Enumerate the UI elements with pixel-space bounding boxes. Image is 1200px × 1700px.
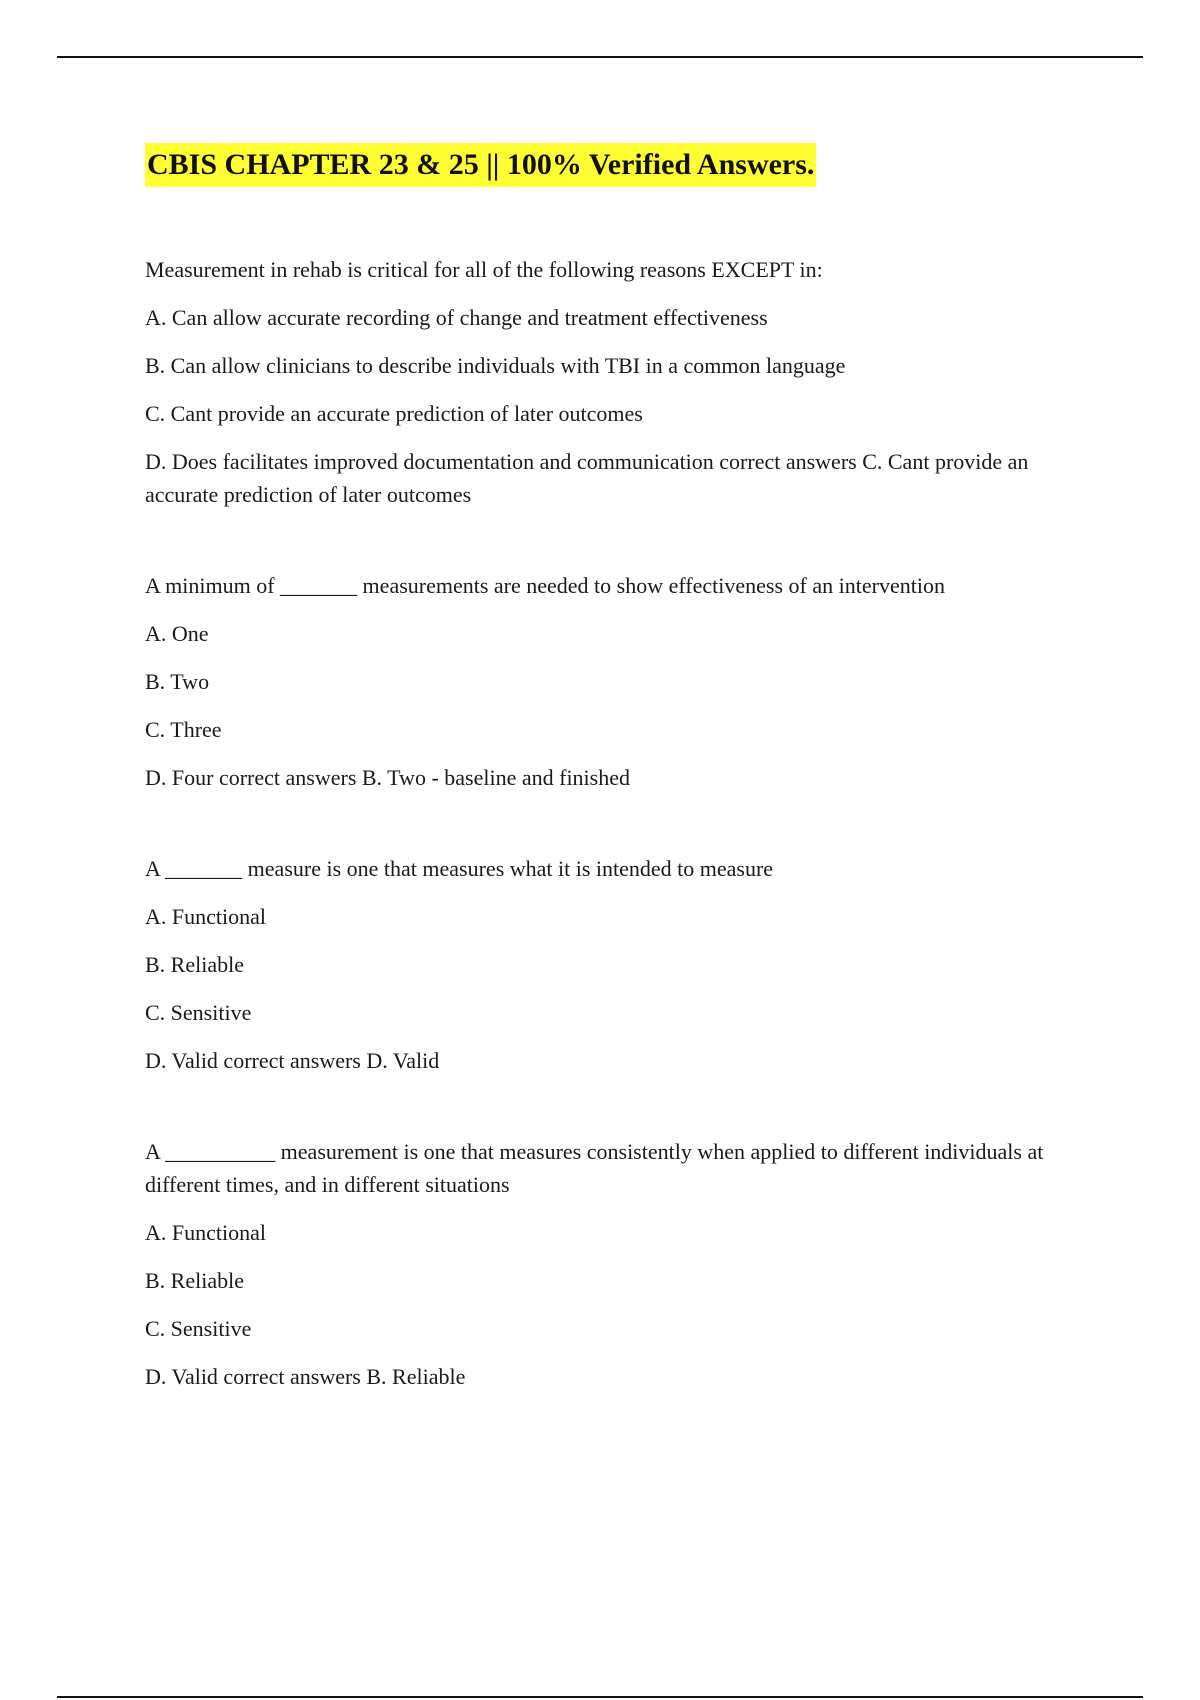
question-4 [145, 1135, 1105, 1393]
option-d-with-answer: D. Valid correct answers B. Reliable [145, 1364, 466, 1389]
question-spacer [145, 794, 1105, 852]
option-a: A. Can allow accurate recording of change and treatment effectiveness [145, 305, 768, 330]
option-c: C. Cant provide an accurate prediction of later outcomes [145, 401, 643, 426]
option-b: B. Reliable [145, 952, 244, 977]
footer-rule [57, 1696, 1143, 1698]
option-b: B. Two [145, 669, 210, 694]
question-3 [145, 852, 1105, 1077]
question-2 [145, 569, 1105, 794]
document-body [145, 143, 1105, 1393]
question-spacer [145, 1077, 1105, 1135]
header-rule [57, 56, 1143, 58]
question-text: A minimum of _______ measurements are needed to show effectiveness of an intervention [145, 573, 945, 598]
option-b: B. Can allow clinicians to describe individuals with TBI in a common language [145, 353, 846, 378]
option-d-with-answer: D. Valid correct answers D. Valid [145, 1048, 440, 1073]
question-text: Measurement in rehab is critical for all of the following reasons EXCEPT in: [145, 257, 823, 282]
question-text: A __________ measurement is one that measures consistently when applied to different individuals at different times, and in different situations [145, 1139, 1044, 1197]
question-text: A _______ measure is one that measures what it is intended to measure [145, 856, 774, 881]
option-b: B. Reliable [145, 1268, 244, 1293]
question-1 [145, 253, 1105, 511]
option-a: A. Functional [145, 904, 266, 929]
option-a: A. One [145, 621, 209, 646]
option-c: C. Sensitive [145, 1316, 252, 1341]
document-title: CBIS CHAPTER 23 & 25 || 100% Verified Answers. [145, 143, 816, 187]
option-d-with-answer: D. Does facilitates improved documentation and communication correct answers C. Cant provide an accurate prediction of later outcomes [145, 449, 1029, 507]
option-c: C. Three [145, 717, 222, 742]
question-spacer [145, 511, 1105, 569]
option-a: A. Functional [145, 1220, 266, 1245]
option-d-with-answer: D. Four correct answers B. Two - baseline and finished [145, 765, 630, 790]
option-c: C. Sensitive [145, 1000, 252, 1025]
